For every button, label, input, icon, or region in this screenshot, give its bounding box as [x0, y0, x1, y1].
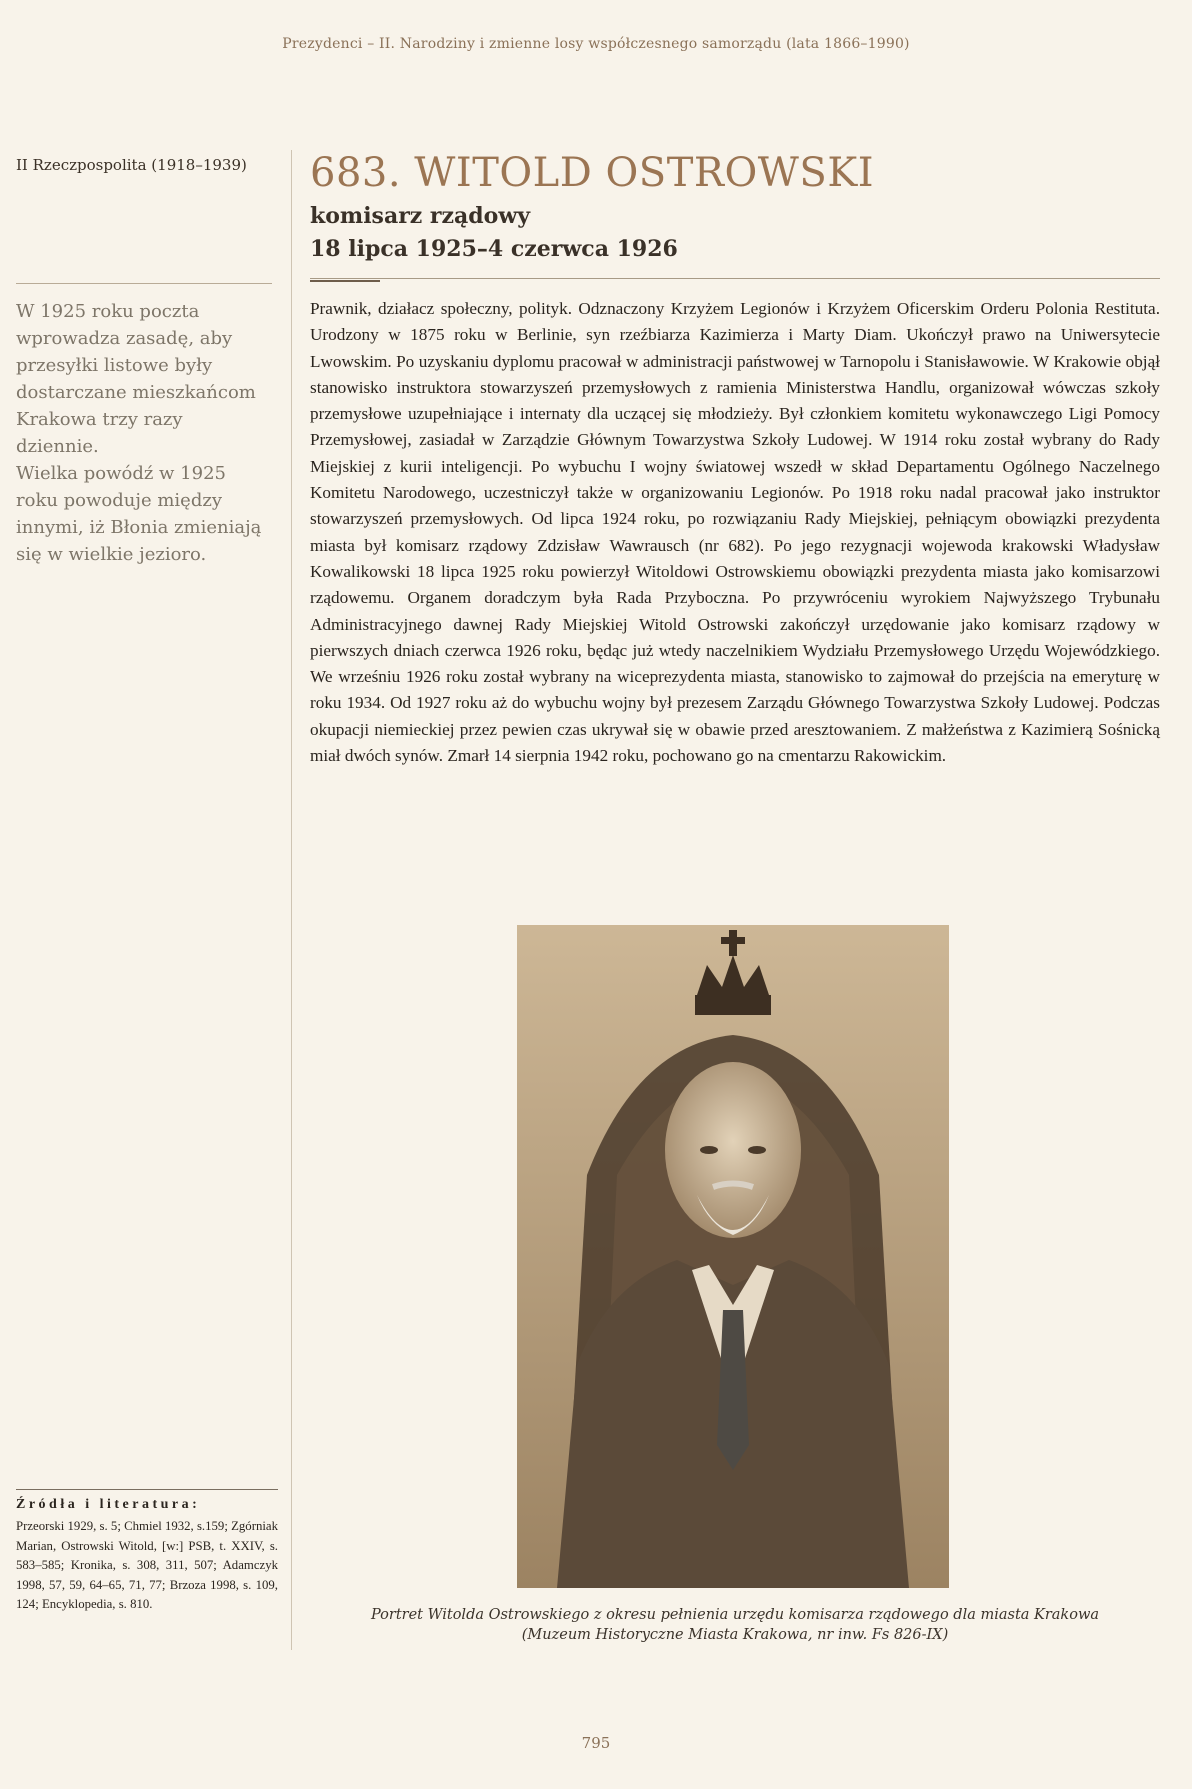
sources-text: Przeorski 1929, s. 5; Chmiel 1932, s.159; Zgórniak Marian, Ostrowski Witold, [w:] PSB, t. XXIV, s. 583–585; Kronika, s. 308, 311, 507; Adamczyk 1998, 57, 59, 64–65, 71, 77; Brzoza 1998, s. 109, 124; Encyklopedia, s. 810.: [16, 1519, 278, 1611]
sources-heading: Źródła i literatura:: [16, 1497, 201, 1512]
title-rule: [310, 278, 1160, 279]
caption-line: (Muzeum Historyczne Miasta Krakowa, nr inw. Fs 826-IX): [521, 1627, 949, 1643]
biography-text: Prawnik, działacz społeczny, polityk. Odznaczony Krzyżem Legionów i Krzyżem Oficerskim Orderu Polonia Restituta. Urodzony w 1875 roku w Berlinie, syn rzeźbiarza Kazimierza i Marty Diam. Ukończył prawo na Uniwersytecie Lwowskim. Po uzyskaniu dyplomu pracował w administracji państwowej w Tarnopolu i Stanisławowie. W Krakowie objął stanowisko instruktora stowarzyszeń przemysłowych z ramienia Ministerstwa Handlu, organizował wówczas szkoły przemysłowe uzupełniające i internaty dla uczącej się młodzieży. Był członkiem komitetu wykonawczego Ligi Pomocy Przemysłowej, zasiadał w Zarządzie Głównym Towarzystwa Szkoły Ludowej. W 1914 roku został wybrany do Rady Miejskiej z kurii inteligencji. Po wybuchu I wojny światowej wszedł w skład Departamentu Ogólnego Naczelnego Komitetu Narodowego, uczestniczył także w organizowaniu Legionów. Po 1918 roku nadal pracował jako instruktor stowarzyszeń przemysłowych. Od lipca 1924 roku, po rozwiązaniu Rady Miejskiej, pełniącym obowiązki prezydenta miasta był komisarz rządowy Zdzisław Wawrausch (nr 682). Po jego rezygnacji wojewoda krakowski Władysław Kowalikowski 18 lipca 1925 roku powierzył Witoldowi Ostrowskiemu obowiązki prezydenta miasta jako komisarzowi rządowemu. Organem doradczym była Rada Przyboczna. Po przywróceniu wyrokiem Najwyższego Trybunału Administracyjnego dawnej Rady Miejskiej Witold Ostrowski zakończył urzędowanie jako komisarz rządowy w pierwszych dniach czerwca 1926 roku, będąc już wtedy naczelnikiem Wydziału Przemysłowego Urzędu Wojewódzkiego. We wrześniu 1926 roku został wybrany na wiceprezydenta miasta, stanowisko to zajmował do przejścia na emeryturę w roku 1934. Od 1927 roku aż do wybuchu wojny był prezesem Zarządu Głównego Towarzystwa Szkoły Ludowej. Podczas okupacji niemieckiej przez pewien czas ukrywał się w obawie przed aresztowaniem. Z małżeństwa z Kazimierą Sośnicką miał dwóch synów. Zmarł 14 sierpnia 1942 roku, pochowano go na cmentarzu Rakowickim.: [310, 299, 1160, 766]
caption-line: Portret Witolda Ostrowskiego z okresu pełnienia urzędu komisarza rządowego dla miasta Krakowa: [370, 1607, 1100, 1623]
portrait-illustration: [517, 925, 949, 1588]
page-number: 795: [581, 1734, 611, 1752]
entry-role: komisarz rządowy: [310, 203, 531, 229]
entry-term: 18 lipca 1925–4 czerwca 1926: [310, 236, 678, 262]
entry-title: 683. WITOLD OSTROWSKI: [310, 150, 874, 196]
section-label: II Rzeczpospolita (1918–1939): [16, 156, 247, 174]
column-divider: [291, 150, 292, 1650]
portrait-photo: [517, 925, 949, 1588]
sources-divider: [16, 1489, 278, 1490]
running-head: Prezydenci – II. Narodziny i zmienne losy współczesnego samorządu (lata 1866–1990): [282, 36, 910, 52]
photo-caption: [310, 1605, 1160, 1645]
sidebar-note: W 1925 roku poczta wprowadza zasadę, aby przesyłki listowe były dostarczane mieszkańcom Krakowa trzy razy dziennie.: [16, 301, 256, 457]
title-rule-accent: [310, 280, 380, 282]
sidebar-note: Wielka powódź w 1925 roku powoduje między innymi, iż Błonia zmieniają się w wielkie jezioro.: [16, 463, 262, 565]
sidebar-divider: [16, 283, 272, 284]
